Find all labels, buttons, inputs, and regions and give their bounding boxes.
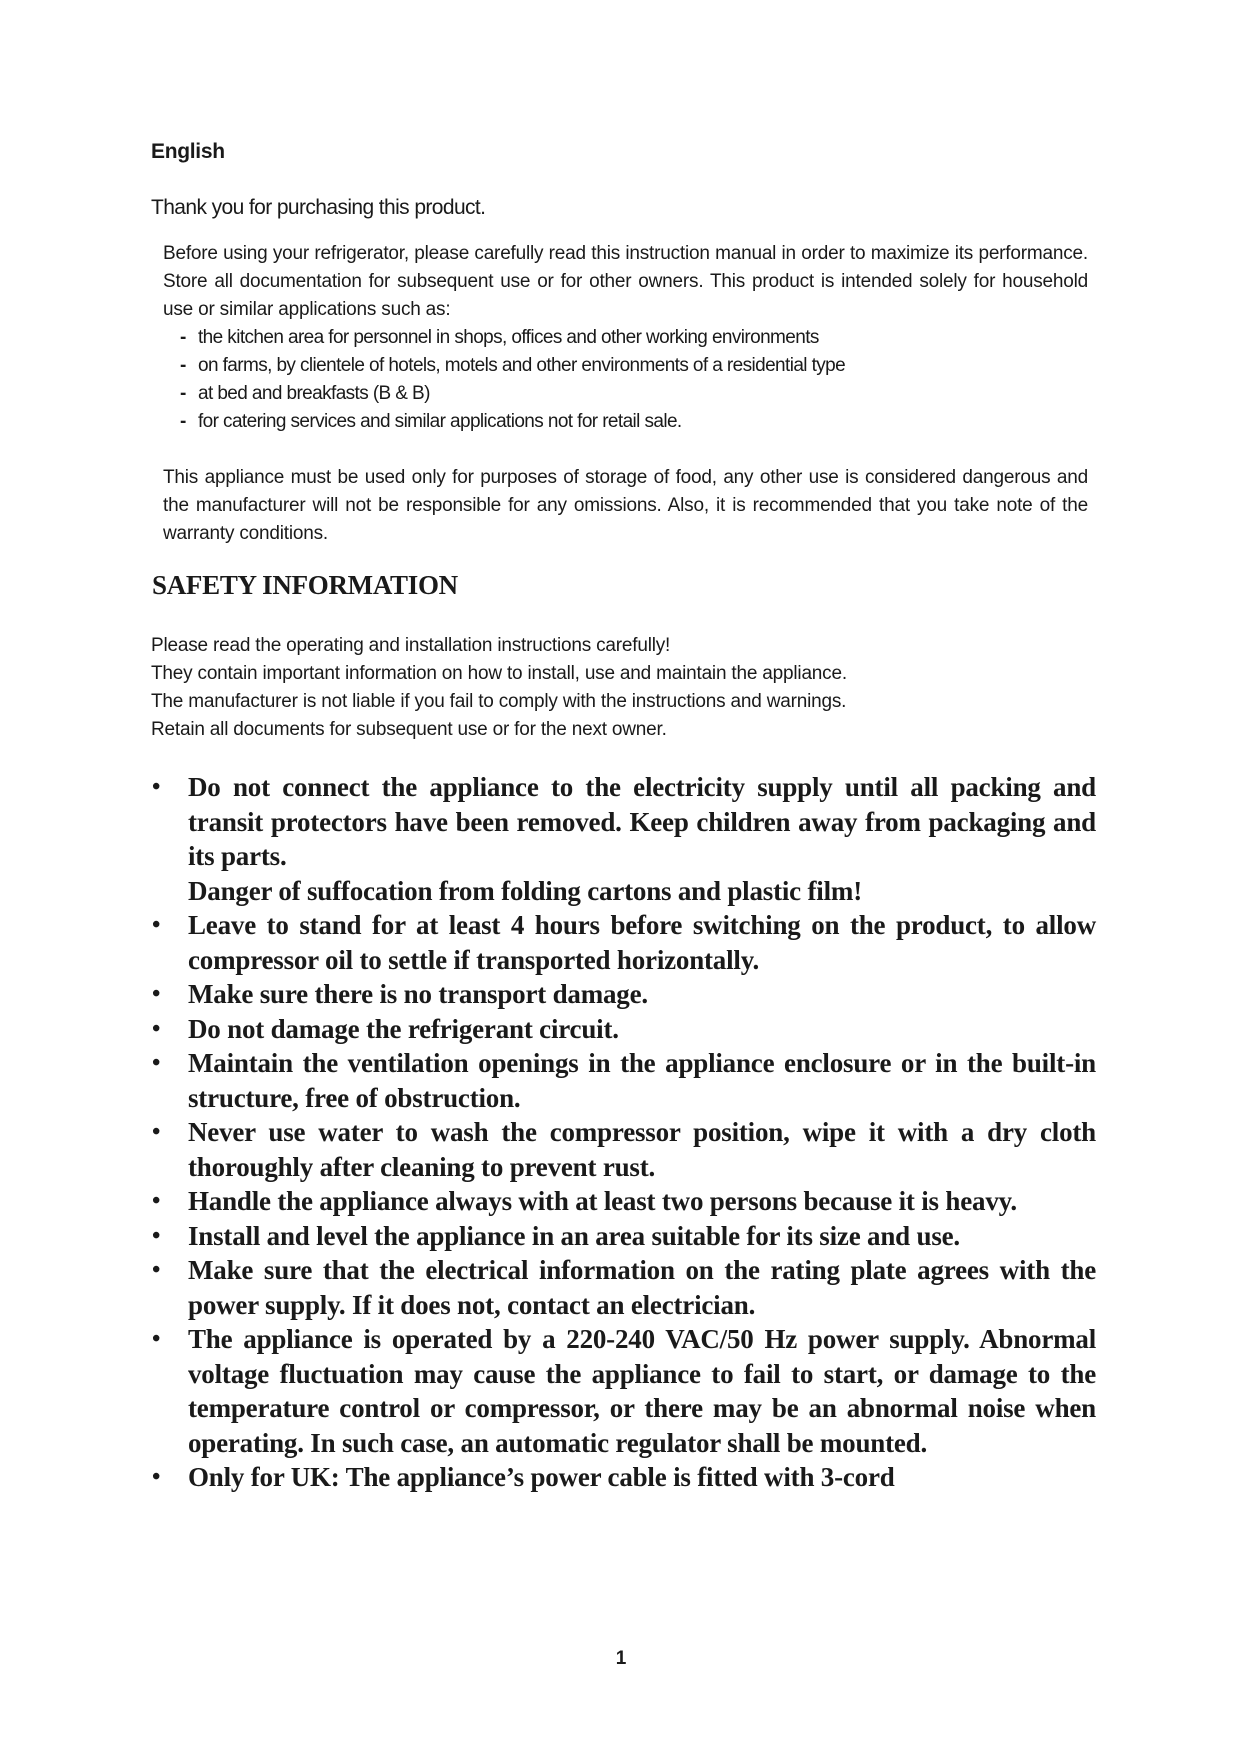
list-item-text: for catering services and similar applications not for retail sale. (198, 411, 682, 432)
safety-rule (151, 1219, 1096, 1254)
bullet-icon: • (152, 1050, 161, 1076)
safety-rule (151, 908, 1096, 977)
safety-rule-text: Make sure that the electrical information on the rating plate agrees with the power supply. If it does not, contact an electrician. (188, 1255, 1096, 1320)
intro-section (163, 240, 1088, 548)
safety-rules-list (151, 770, 1096, 1495)
safety-rule-warning: Danger of suffocation from folding cartons and plastic film! (188, 875, 862, 906)
bullet-icon: • (152, 1222, 161, 1249)
safety-rule-text: Leave to stand for at least 4 hours before switching on the product, to allow compressor oil to settle if transported horizontally. (188, 910, 1096, 975)
safety-rule (151, 1012, 1096, 1047)
list-item-text: the kitchen area for personnel in shops, offices and other working environments (198, 327, 819, 348)
dash-bullet-icon: - (180, 355, 186, 376)
safety-rule (151, 770, 1096, 908)
safety-rule-text: Handle the appliance always with at least two persons because it is heavy. (188, 1186, 1017, 1216)
list-item-text: on farms, by clientele of hotels, motels and other environments of a residential type (198, 355, 846, 376)
bullet-icon: • (152, 1326, 161, 1352)
safety-rule-text: Never use water to wash the compressor position, wipe it with a dry cloth thoroughly after cleaning to prevent rust. (188, 1117, 1096, 1182)
safety-rule (151, 1253, 1096, 1322)
intro-paragraph: Before using your refrigerator, please carefully read this instruction manual in order to maximize its performance. Store all documentation for subsequent use or for other owners. This product is intended solely for household use or similar applications such as: (163, 243, 1088, 320)
list-item (180, 408, 1088, 436)
list-item (180, 380, 1088, 408)
safety-intro-line: They contain important information on how to install, use and maintain the appliance. (151, 663, 847, 684)
safety-rule-text: Make sure there is no transport damage. (188, 979, 648, 1009)
safety-rule (151, 1460, 1096, 1495)
page-number: 1 (615, 1648, 627, 1669)
safety-rule-text: Only for UK: The appliance’s power cable is fitted with 3-cord (188, 1462, 895, 1492)
usage-note-paragraph: This appliance must be used only for purposes of storage of food, any other use is considered dangerous and the manufacturer will not be responsible for any omissions. Also, it is recommended that you take note of the warranty conditions. (163, 467, 1088, 544)
safety-rule (151, 1115, 1096, 1184)
bullet-icon: • (152, 1119, 161, 1145)
list-item (180, 352, 1088, 380)
safety-rule-text: Maintain the ventilation openings in the appliance enclosure or in the built-in structure, free of obstruction. (188, 1048, 1096, 1113)
list-item (180, 324, 1088, 352)
safety-rule-text: Do not damage the refrigerant circuit. (188, 1013, 619, 1044)
safety-rule (151, 1046, 1096, 1115)
dash-bullet-icon: - (180, 383, 186, 404)
safety-rule (151, 1322, 1096, 1460)
thank-you-line: Thank you for purchasing this product. (151, 196, 486, 219)
safety-rule (151, 977, 1096, 1012)
bullet-icon: • (152, 981, 161, 1007)
bullet-icon: • (152, 912, 161, 938)
safety-rule-text: The appliance is operated by a 220-240 VAC/50 Hz power supply. Abnormal voltage fluctuation may cause the appliance to fail to start, or damage to the temperature control or compressor, or there may be an abnormal noise when operating. In such case, an automatic regulator shall be mounted. (188, 1324, 1096, 1458)
bullet-icon: • (152, 1188, 161, 1214)
safety-intro-line: Please read the operating and installation instructions carefully! (151, 635, 671, 656)
safety-information-heading: SAFETY INFORMATION (152, 570, 458, 600)
intended-uses-list (163, 324, 1088, 436)
list-item-text: at bed and breakfasts (B & B) (198, 383, 430, 404)
safety-rule-text: Install and level the appliance in an area suitable for its size and use. (188, 1220, 960, 1251)
bullet-icon: • (152, 774, 161, 800)
bullet-icon: • (152, 1015, 161, 1042)
safety-rule-text: Do not connect the appliance to the electricity supply until all packing and transit protectors have been removed. Keep children away from packaging and its parts. (188, 772, 1096, 871)
dash-bullet-icon: - (180, 411, 186, 432)
bullet-icon: • (152, 1464, 161, 1490)
bullet-icon: • (152, 1257, 161, 1283)
dash-bullet-icon: - (180, 327, 186, 348)
safety-rule (151, 1184, 1096, 1219)
safety-intro-line: The manufacturer is not liable if you fail to comply with the instructions and warnings. (151, 691, 847, 712)
safety-intro (151, 632, 847, 744)
language-heading: English (151, 140, 225, 163)
safety-intro-line: Retain all documents for subsequent use or for the next owner. (151, 719, 667, 740)
